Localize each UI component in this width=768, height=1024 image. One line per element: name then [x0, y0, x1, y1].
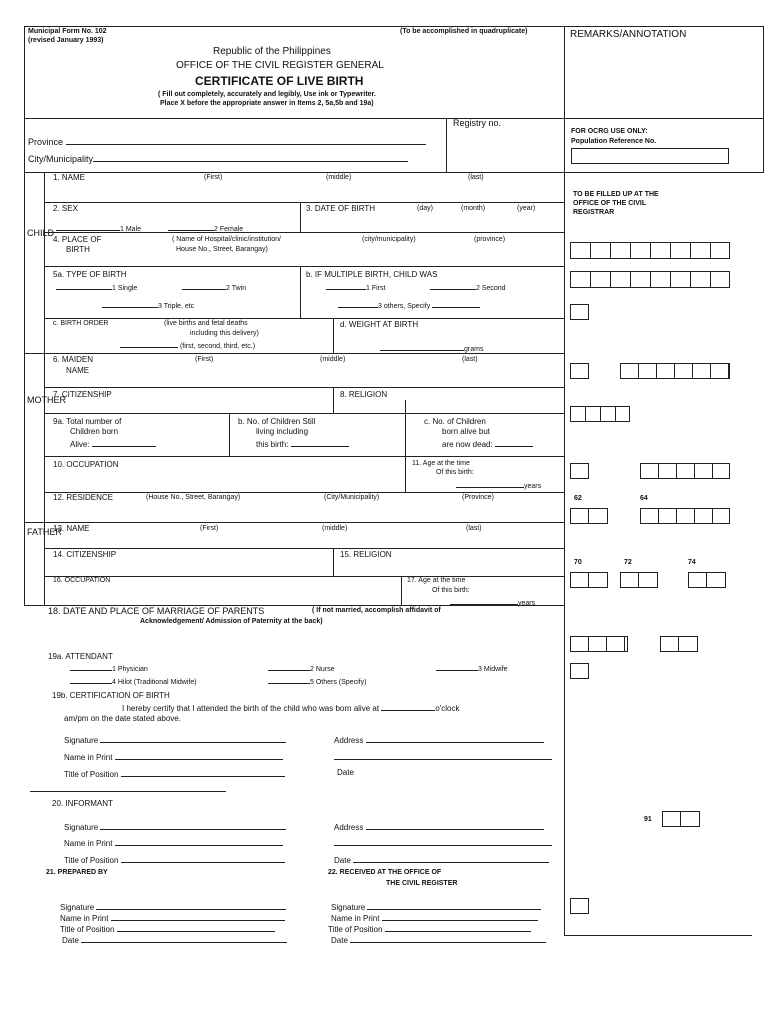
- place-birth-word: BIRTH: [66, 245, 90, 254]
- code-boxes-mother-2[interactable]: [570, 406, 630, 422]
- rule: [44, 413, 564, 414]
- prep-date-label: Date: [62, 936, 79, 945]
- weight-field[interactable]: [380, 342, 483, 354]
- triple-option[interactable]: [102, 299, 194, 311]
- code-boxes-64[interactable]: [640, 508, 730, 524]
- inf-date-blank[interactable]: [353, 854, 549, 863]
- place-label: 4. PLACE OF: [53, 235, 102, 244]
- prep-title-field[interactable]: [60, 923, 275, 934]
- sex-label: 2. SEX: [53, 204, 78, 213]
- code-boxes-mother-name[interactable]: [620, 363, 730, 379]
- mother-section-end: [24, 522, 564, 523]
- child-first-hint: (First): [204, 174, 223, 181]
- form-top-border: [24, 26, 764, 27]
- cert-title-field[interactable]: [64, 768, 285, 779]
- rule: [300, 202, 301, 232]
- mother-first-hint: (First): [195, 356, 214, 363]
- province-blank[interactable]: [66, 136, 426, 145]
- code-boxes-74[interactable]: [688, 572, 726, 588]
- code-box-single[interactable]: [570, 304, 589, 320]
- code-74-label: 74: [688, 559, 696, 566]
- place-hospital-hint: ( Name of Hospital/clinic/institution/: [172, 236, 281, 243]
- cert-address-field[interactable]: [334, 734, 544, 745]
- now-dead-label-3: are now dead:: [442, 440, 493, 449]
- residence-city-hint: (City/Municipality): [324, 494, 380, 501]
- mother-age-field[interactable]: [456, 479, 541, 491]
- page-title: CERTIFICATE OF LIVE BIRTH: [195, 74, 364, 88]
- inf-signature-label: Signature: [64, 823, 99, 832]
- city-blank[interactable]: [93, 153, 408, 162]
- physician-option[interactable]: [70, 662, 148, 674]
- rule: [44, 576, 564, 577]
- male-blank[interactable]: [56, 222, 120, 231]
- recv-name-label: Name in Print: [331, 914, 380, 923]
- inf-address-blank[interactable]: [366, 821, 544, 830]
- code-box-mother-3[interactable]: [570, 463, 589, 479]
- code-64-label: 64: [640, 495, 648, 502]
- type-of-birth-label: 5a. TYPE OF BIRTH: [53, 270, 127, 279]
- recv-title-label: Title of Position: [328, 925, 383, 934]
- first-blank[interactable]: [326, 281, 366, 290]
- remarks-header-line: [564, 118, 763, 119]
- population-ref-input[interactable]: [571, 148, 729, 164]
- ocrg-label: FOR OCRG USE ONLY:: [571, 128, 648, 135]
- certification-label: 19b. CERTIFICATION OF BIRTH: [52, 691, 170, 700]
- inf-address-line-2[interactable]: [334, 845, 552, 846]
- birth-order-field[interactable]: [120, 339, 255, 351]
- remarks-title: REMARKS/ANNOTATION: [570, 29, 687, 40]
- marriage-label: 18. DATE AND PLACE OF MARRIAGE OF PARENTS: [48, 606, 265, 616]
- rule: [333, 318, 334, 353]
- rule: [405, 400, 406, 458]
- inf-signature-blank[interactable]: [100, 821, 286, 830]
- nurse-blank[interactable]: [268, 662, 310, 671]
- residence-hint: (House No., Street, Barangay): [146, 494, 241, 501]
- rule: [44, 202, 564, 203]
- others-attendant-label: 5 Others (Specify): [310, 679, 367, 686]
- grams-label: grams: [464, 346, 484, 353]
- weight-label: d. WEIGHT AT BIRTH: [340, 320, 419, 329]
- hilot-label: 4 Hilot (Traditional Midwife): [112, 679, 197, 686]
- now-dead-field[interactable]: [442, 438, 533, 449]
- birth-order-note-3: (first, second, third, etc.): [179, 343, 256, 350]
- fill-note-2: OFFICE OF THE CIVIL: [573, 200, 647, 207]
- certification-text-1: I hereby certify that I attended the birth of the child who was born alive at: [122, 704, 380, 713]
- others-attendant-blank[interactable]: [268, 675, 310, 684]
- rule: [333, 387, 334, 413]
- certification-text-2: am/pm on the date stated above.: [64, 714, 181, 723]
- dob-month-hint: (month): [461, 205, 486, 212]
- rule: [229, 413, 230, 456]
- mother-occupation-label: 10. OCCUPATION: [53, 460, 119, 469]
- fill-note-1: TO BE FILLED UP AT THE: [573, 191, 659, 198]
- mother-section-label: MOTHER: [27, 395, 66, 405]
- female-label: 2 Female: [214, 226, 244, 233]
- recv-name-field[interactable]: [331, 912, 538, 923]
- rule: [300, 266, 301, 318]
- total-born-label-3: Alive:: [70, 440, 90, 449]
- cert-name-field[interactable]: [64, 751, 283, 762]
- inf-title-label: Title of Position: [64, 856, 119, 865]
- republic-title: Republic of the Philippines: [213, 46, 331, 57]
- residence-label: 12. RESIDENCE: [53, 493, 114, 502]
- rule: [333, 548, 334, 576]
- nurse-option[interactable]: [268, 662, 335, 674]
- inf-address-field[interactable]: [334, 821, 544, 832]
- mother-age-label-2: Of this birth:: [436, 469, 474, 476]
- midwife-blank[interactable]: [436, 662, 478, 671]
- prep-name-label: Name in Print: [60, 914, 109, 923]
- hilot-blank[interactable]: [70, 675, 112, 684]
- second-blank[interactable]: [430, 281, 476, 290]
- mother-years-label: years: [524, 483, 542, 490]
- father-last-hint: (last): [466, 525, 482, 532]
- recv-signature-blank[interactable]: [367, 901, 541, 910]
- code-boxes-mother-4[interactable]: [640, 463, 730, 479]
- certification-text-field[interactable]: [122, 702, 459, 713]
- physician-label: 1 Physician: [112, 666, 148, 673]
- instruction-line-2: Place X before the appropriate answer in Items 2, 5a,5b and 19a): [160, 100, 374, 107]
- recv-date-field[interactable]: [331, 934, 546, 945]
- instruction-line-1: ( Fill out completely, accurately and legibly, Use ink or Typewriter.: [158, 91, 376, 98]
- prep-signature-label: Signature: [60, 903, 95, 912]
- father-age-field[interactable]: [450, 596, 535, 608]
- others-blank[interactable]: [338, 299, 378, 308]
- child-section-label: CHILD: [27, 228, 55, 238]
- code-72-label: 72: [624, 559, 632, 566]
- place-province-hint: (province): [474, 236, 506, 243]
- cert-title-label: Title of Position: [64, 770, 119, 779]
- remarks-bottom-line: [565, 935, 752, 936]
- city-label: City/Municipality: [28, 154, 94, 164]
- others-attendant-option[interactable]: [268, 675, 366, 687]
- received-label-2: THE CIVIL REGISTER: [386, 880, 458, 887]
- birth-order-blank[interactable]: [120, 339, 178, 348]
- remarks-divider: [564, 26, 565, 936]
- dob-label: 3. DATE OF BIRTH: [306, 204, 376, 213]
- still-living-label-3: this birth:: [256, 440, 289, 449]
- mother-age-label-1: 11. Age at the time: [412, 460, 470, 467]
- cert-address-line-2[interactable]: [334, 759, 552, 760]
- still-living-blank[interactable]: [291, 438, 349, 447]
- inf-signature-field[interactable]: [64, 821, 286, 832]
- code-91-label: 91: [644, 816, 652, 823]
- prep-signature-field[interactable]: [60, 901, 286, 912]
- registry-bottom-line: [24, 172, 764, 173]
- code-boxes-70[interactable]: [570, 572, 608, 588]
- informant-label: 20. INFORMANT: [52, 799, 113, 808]
- marriage-note-1: ( If not married, accomplish affidavit of: [312, 607, 441, 614]
- father-first-hint: (First): [200, 525, 219, 532]
- second-option[interactable]: [430, 281, 506, 293]
- father-age-label-2: Of this birth:: [432, 587, 470, 594]
- rule: [44, 548, 564, 549]
- first-label: 1 First: [366, 285, 386, 292]
- father-name-label: 13. NAME: [53, 524, 90, 533]
- code-70-label: 70: [574, 559, 582, 566]
- code-boxes-marriage[interactable]: [570, 636, 628, 652]
- father-section-label: FATHER: [27, 527, 62, 537]
- female-blank[interactable]: [168, 222, 214, 231]
- male-label: 1 Male: [120, 226, 142, 233]
- birth-order-label: c. BIRTH ORDER: [53, 320, 109, 327]
- maiden-name-label: 6. MAIDEN: [53, 355, 94, 364]
- recv-signature-label: Signature: [331, 903, 366, 912]
- others-specify-blank[interactable]: [432, 299, 480, 308]
- child-last-hint: (last): [468, 174, 484, 181]
- prep-date-field[interactable]: [62, 934, 287, 945]
- single-blank[interactable]: [56, 281, 112, 290]
- father-occupation-label: 16. OCCUPATION: [53, 577, 111, 584]
- first-option[interactable]: [326, 281, 385, 293]
- registry-label: Registry no.: [453, 118, 502, 128]
- form-number: Municipal Form No. 102: [28, 28, 107, 35]
- total-born-field[interactable]: [70, 438, 156, 449]
- oclock-label: o'clock: [435, 704, 460, 713]
- sex-male-option[interactable]: [56, 222, 141, 234]
- cert-signature-label: Signature: [64, 736, 99, 745]
- city-field[interactable]: [28, 153, 408, 164]
- cert-signature-field[interactable]: [64, 734, 286, 745]
- midwife-option[interactable]: [436, 662, 508, 674]
- code-boxes-row-1[interactable]: [570, 242, 730, 259]
- others-label: 3 others, Specify: [378, 303, 431, 310]
- total-born-label-2: Children born: [70, 427, 119, 436]
- mother-middle-hint: (middle): [320, 356, 346, 363]
- inf-date-label: Date: [334, 856, 351, 865]
- father-years-label: years: [518, 600, 536, 607]
- fill-note-3: REGISTRAR: [573, 209, 615, 216]
- twin-option[interactable]: [182, 281, 246, 293]
- quadruplicate-note: (To be accomplished in quadruplicate): [400, 28, 528, 35]
- sex-female-option[interactable]: [168, 222, 243, 234]
- recv-date-blank[interactable]: [350, 934, 546, 943]
- cert-date-label: Date: [337, 768, 354, 777]
- rule: [44, 318, 564, 319]
- cert-address-label: Address: [334, 736, 364, 745]
- triple-blank[interactable]: [102, 299, 158, 308]
- code-boxes-91[interactable]: [662, 811, 700, 827]
- now-dead-label-2: born alive but: [442, 427, 491, 436]
- father-age-label-1: 17. Age at the time: [407, 577, 466, 584]
- dob-day-hint: (day): [417, 205, 433, 212]
- single-label: 1 Single: [112, 285, 138, 292]
- mother-last-hint: (last): [462, 356, 478, 363]
- rule: [44, 456, 564, 457]
- form-right-border: [763, 26, 764, 172]
- registry-divider: [446, 118, 447, 173]
- recv-name-blank[interactable]: [382, 912, 538, 921]
- dob-year-hint: (year): [517, 205, 536, 212]
- prep-date-blank[interactable]: [81, 934, 287, 943]
- code-boxes-72[interactable]: [620, 572, 658, 588]
- inf-name-field[interactable]: [64, 837, 283, 848]
- cert-signature-blank[interactable]: [100, 734, 286, 743]
- place-city-hint: (city/municipality): [362, 236, 416, 243]
- code-box-attendant[interactable]: [570, 663, 589, 679]
- marriage-note-2: Acknowledgement/ Admission of Paternity at the back): [140, 618, 323, 625]
- father-age-blank[interactable]: [450, 596, 518, 605]
- inf-address-label: Address: [334, 823, 364, 832]
- nurse-label: 2 Nurse: [310, 666, 335, 673]
- code-62-label: 62: [574, 495, 582, 502]
- code-box-received[interactable]: [570, 898, 589, 914]
- recv-title-field[interactable]: [328, 923, 531, 934]
- triple-label: 3 Triple, etc: [158, 303, 195, 310]
- father-religion-label: 15. RELIGION: [340, 550, 392, 559]
- still-living-label-1: b. No. of Children Still: [238, 417, 316, 426]
- twin-label: 2 Twin: [226, 285, 247, 292]
- inf-title-blank[interactable]: [121, 854, 285, 863]
- inf-name-label: Name in Print: [64, 839, 113, 848]
- birth-order-note-2: including this delivery): [190, 330, 259, 337]
- cert-address-blank[interactable]: [366, 734, 544, 743]
- twin-blank[interactable]: [182, 281, 226, 290]
- still-living-field[interactable]: [256, 438, 349, 449]
- father-middle-hint: (middle): [322, 525, 348, 532]
- total-born-blank[interactable]: [92, 438, 156, 447]
- rule: [405, 456, 406, 492]
- received-label-1: 22. RECEIVED AT THE OFFICE OF: [328, 869, 442, 876]
- attendant-label: 19a. ATTENDANT: [48, 652, 113, 661]
- weight-blank[interactable]: [380, 342, 464, 351]
- revised-date: (revised January 1993): [28, 37, 104, 44]
- prepared-by-label: 21. PREPARED BY: [46, 869, 108, 876]
- prep-title-label: Title of Position: [60, 925, 115, 934]
- prep-name-field[interactable]: [60, 912, 285, 923]
- prep-name-blank[interactable]: [111, 912, 285, 921]
- midwife-label: 3 Midwife: [478, 666, 508, 673]
- code-boxes-62[interactable]: [570, 508, 608, 524]
- child-middle-hint: (middle): [326, 174, 352, 181]
- inf-date-field[interactable]: [334, 854, 549, 865]
- inf-name-blank[interactable]: [115, 837, 283, 846]
- prep-title-blank[interactable]: [117, 923, 275, 932]
- rule: [44, 266, 564, 267]
- multiple-birth-label: b. IF MULTIPLE BIRTH, CHILD WAS: [306, 270, 438, 279]
- birth-order-note-1: (live births and fetal deaths: [164, 320, 248, 327]
- single-option[interactable]: [56, 281, 137, 293]
- mother-religion-label: 8. RELIGION: [340, 390, 388, 399]
- birth-time-blank[interactable]: [381, 702, 435, 711]
- cert-name-label: Name in Print: [64, 753, 113, 762]
- office-title: OFFICE OF THE CIVIL REGISTER GENERAL: [176, 60, 384, 71]
- place-house-hint: House No., Street, Barangay): [176, 246, 268, 253]
- code-boxes-row-2[interactable]: [570, 271, 730, 288]
- mother-age-blank[interactable]: [456, 479, 524, 488]
- total-born-label-1: 9a. Total number of: [53, 417, 122, 426]
- inf-title-field[interactable]: [64, 854, 285, 865]
- residence-province-hint: (Province): [462, 494, 494, 501]
- prep-signature-blank[interactable]: [96, 901, 286, 910]
- population-ref-label: Population Reference No.: [571, 138, 657, 145]
- physician-blank[interactable]: [70, 662, 112, 671]
- cert-name-blank[interactable]: [115, 751, 283, 760]
- province-label: Province: [28, 137, 64, 147]
- certification-end-rule: [30, 791, 226, 792]
- hilot-option[interactable]: [70, 675, 197, 687]
- rule: [44, 492, 564, 493]
- now-dead-blank[interactable]: [495, 438, 533, 447]
- father-citizenship-label: 14. CITIZENSHIP: [53, 550, 117, 559]
- cert-title-blank[interactable]: [121, 768, 285, 777]
- recv-signature-field[interactable]: [331, 901, 541, 912]
- code-boxes-marriage-2[interactable]: [660, 636, 698, 652]
- maiden-name-word: NAME: [66, 366, 90, 375]
- child-name-label: 1. NAME: [53, 173, 86, 182]
- recv-title-blank[interactable]: [385, 923, 531, 932]
- mother-citizenship-label: 7. CITIZENSHIP: [53, 390, 112, 399]
- rule: [401, 576, 402, 606]
- second-label: 2 Second: [476, 285, 506, 292]
- rule: [44, 387, 564, 388]
- province-field[interactable]: [28, 136, 426, 147]
- recv-date-label: Date: [331, 936, 348, 945]
- form-left-border: [24, 26, 25, 606]
- code-box-mother-1[interactable]: [570, 363, 589, 379]
- still-living-label-2: living including: [256, 427, 309, 436]
- now-dead-label-1: c. No. of Children: [424, 417, 486, 426]
- others-option[interactable]: [338, 299, 480, 311]
